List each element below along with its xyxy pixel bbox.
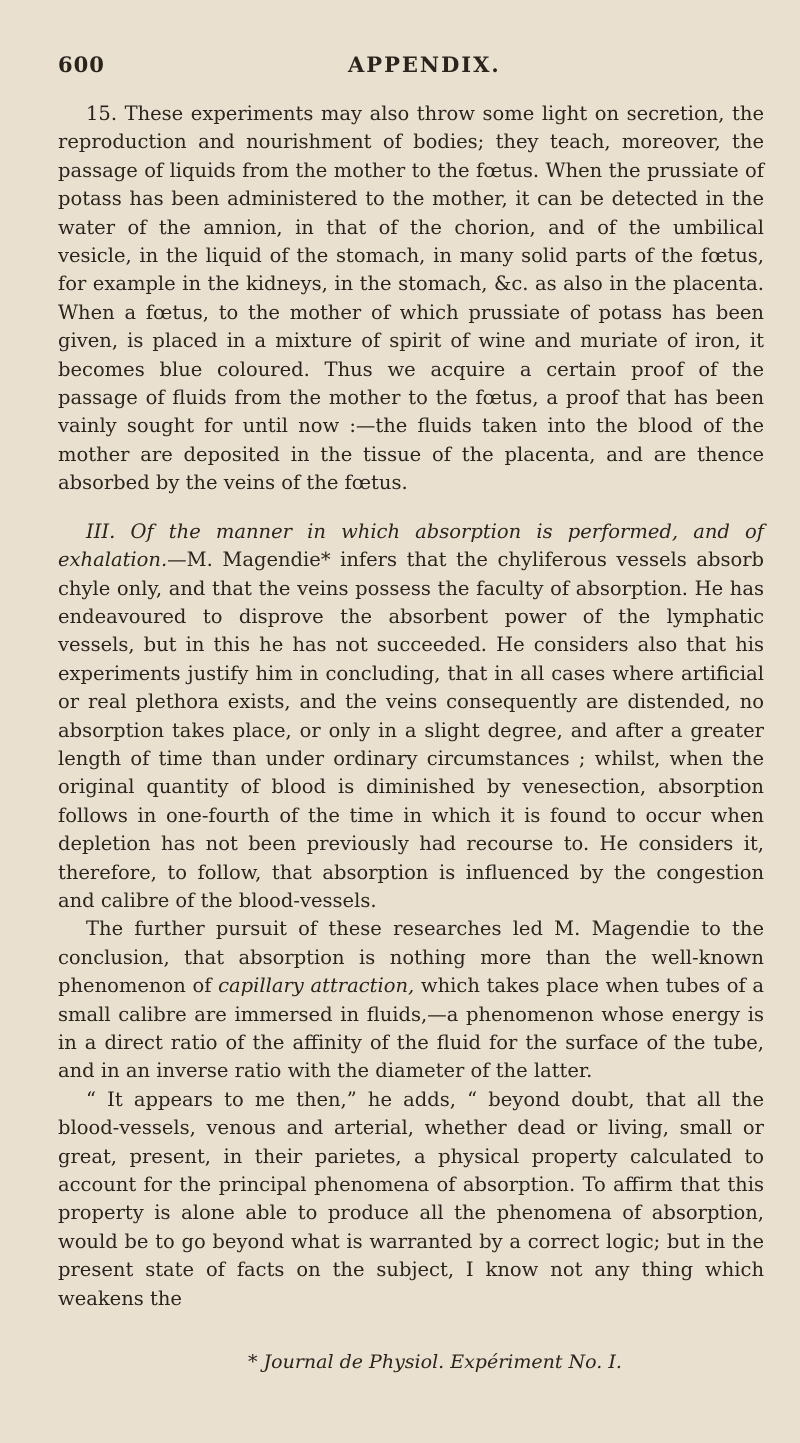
footnote	[58, 1349, 764, 1375]
page-header	[58, 52, 764, 92]
paragraph-15: 15. These experiments may also throw some light on secretion, the reproduction and nourishment of bodies; they teach, moreover, the passage of liquids from the mother to the fœtus. When the prussiate of potass has been administered to the mother, it can be detected in the water of the amnion, in that of the chorion, and of the umbilical vesicle, in the liquid of the stomach, in many solid parts of the fœtus, for example in the kidneys, in the stomach, &c. as also in the placenta. When a fœtus, to the mother of which prussiate of potass has been given, is placed in a mixture of spirit of wine and muriate of iron, it becomes blue coloured. Thus we acquire a certain proof of the passage of fluids from the mother to the fœtus, a proof that has been vainly sought for until now :—the fluids taken into the blood of the mother are deposited in the tissue of the placenta, and are thence absorbed by the veins of the fœtus.	[58, 102, 764, 495]
section-heading: III. Of the manner in which absorption is performed, and of exhalation.	[58, 519, 764, 572]
running-head: APPENDIX.	[348, 52, 501, 77]
body-text	[58, 100, 764, 1313]
section-body: —M. Magendie* infers that the chyliferous vessels absorb chyle only, and that the veins possess the faculty of absorption. He has endeavoured to disprove the absorbent power of the lymphatic vessels, but in this he has not succeeded. He considers also that his experiments justify him in concluding, that in all cases where artificial or real plethora exists, and the veins consequently are distended, no absorption takes place, or only in a slight degree, and after a greater length of time than under ordinary circumstances ; whilst, when the original quantity of blood is diminished by venesection, absorption follows in one-fourth of the time in which it is found to occur when depletion has not been previously had recourse to. He considers it, therefore, to follow, that absorption is influenced by the congestion and calibre of the blood-vessels.	[58, 548, 764, 912]
page-number: 600	[58, 52, 105, 77]
footnote-marker: *	[248, 1351, 258, 1374]
paragraph-text-b: which takes place when tubes of a small calibre are immersed in fluids,—a phenomenon whose energy is in a direct ratio of the affinity of the fluid for the surface of the tube, and in an inverse ratio with the diameter of the latter.	[58, 974, 765, 1083]
paragraph-further-pursuit	[58, 915, 764, 1085]
paragraph-section-iii	[58, 518, 764, 916]
footnote-text: Journal de Physiol. Expériment No. I.	[263, 1351, 622, 1374]
emphasis-capillary-attraction: capillary attraction,	[218, 974, 415, 998]
paragraph-quotation: “ It appears to me then,” he adds, “ beyond doubt, that all the blood-vessels, venous and arterial, whether dead or living, small or great, present, in their parietes, a physical property calculated to account for the principal phenomena of absorption. To affirm that this property is alone able to produce all the phenomena of absorption, would be to go beyond what is warranted by a correct logic; but in the present state of facts on the subject, I know not any thing which weakens the	[58, 1087, 764, 1310]
paragraph-text-a: The further pursuit of these researches led M. Magendie to the conclusion, that absorption is nothing more than the well-known phenomenon of	[58, 917, 764, 998]
